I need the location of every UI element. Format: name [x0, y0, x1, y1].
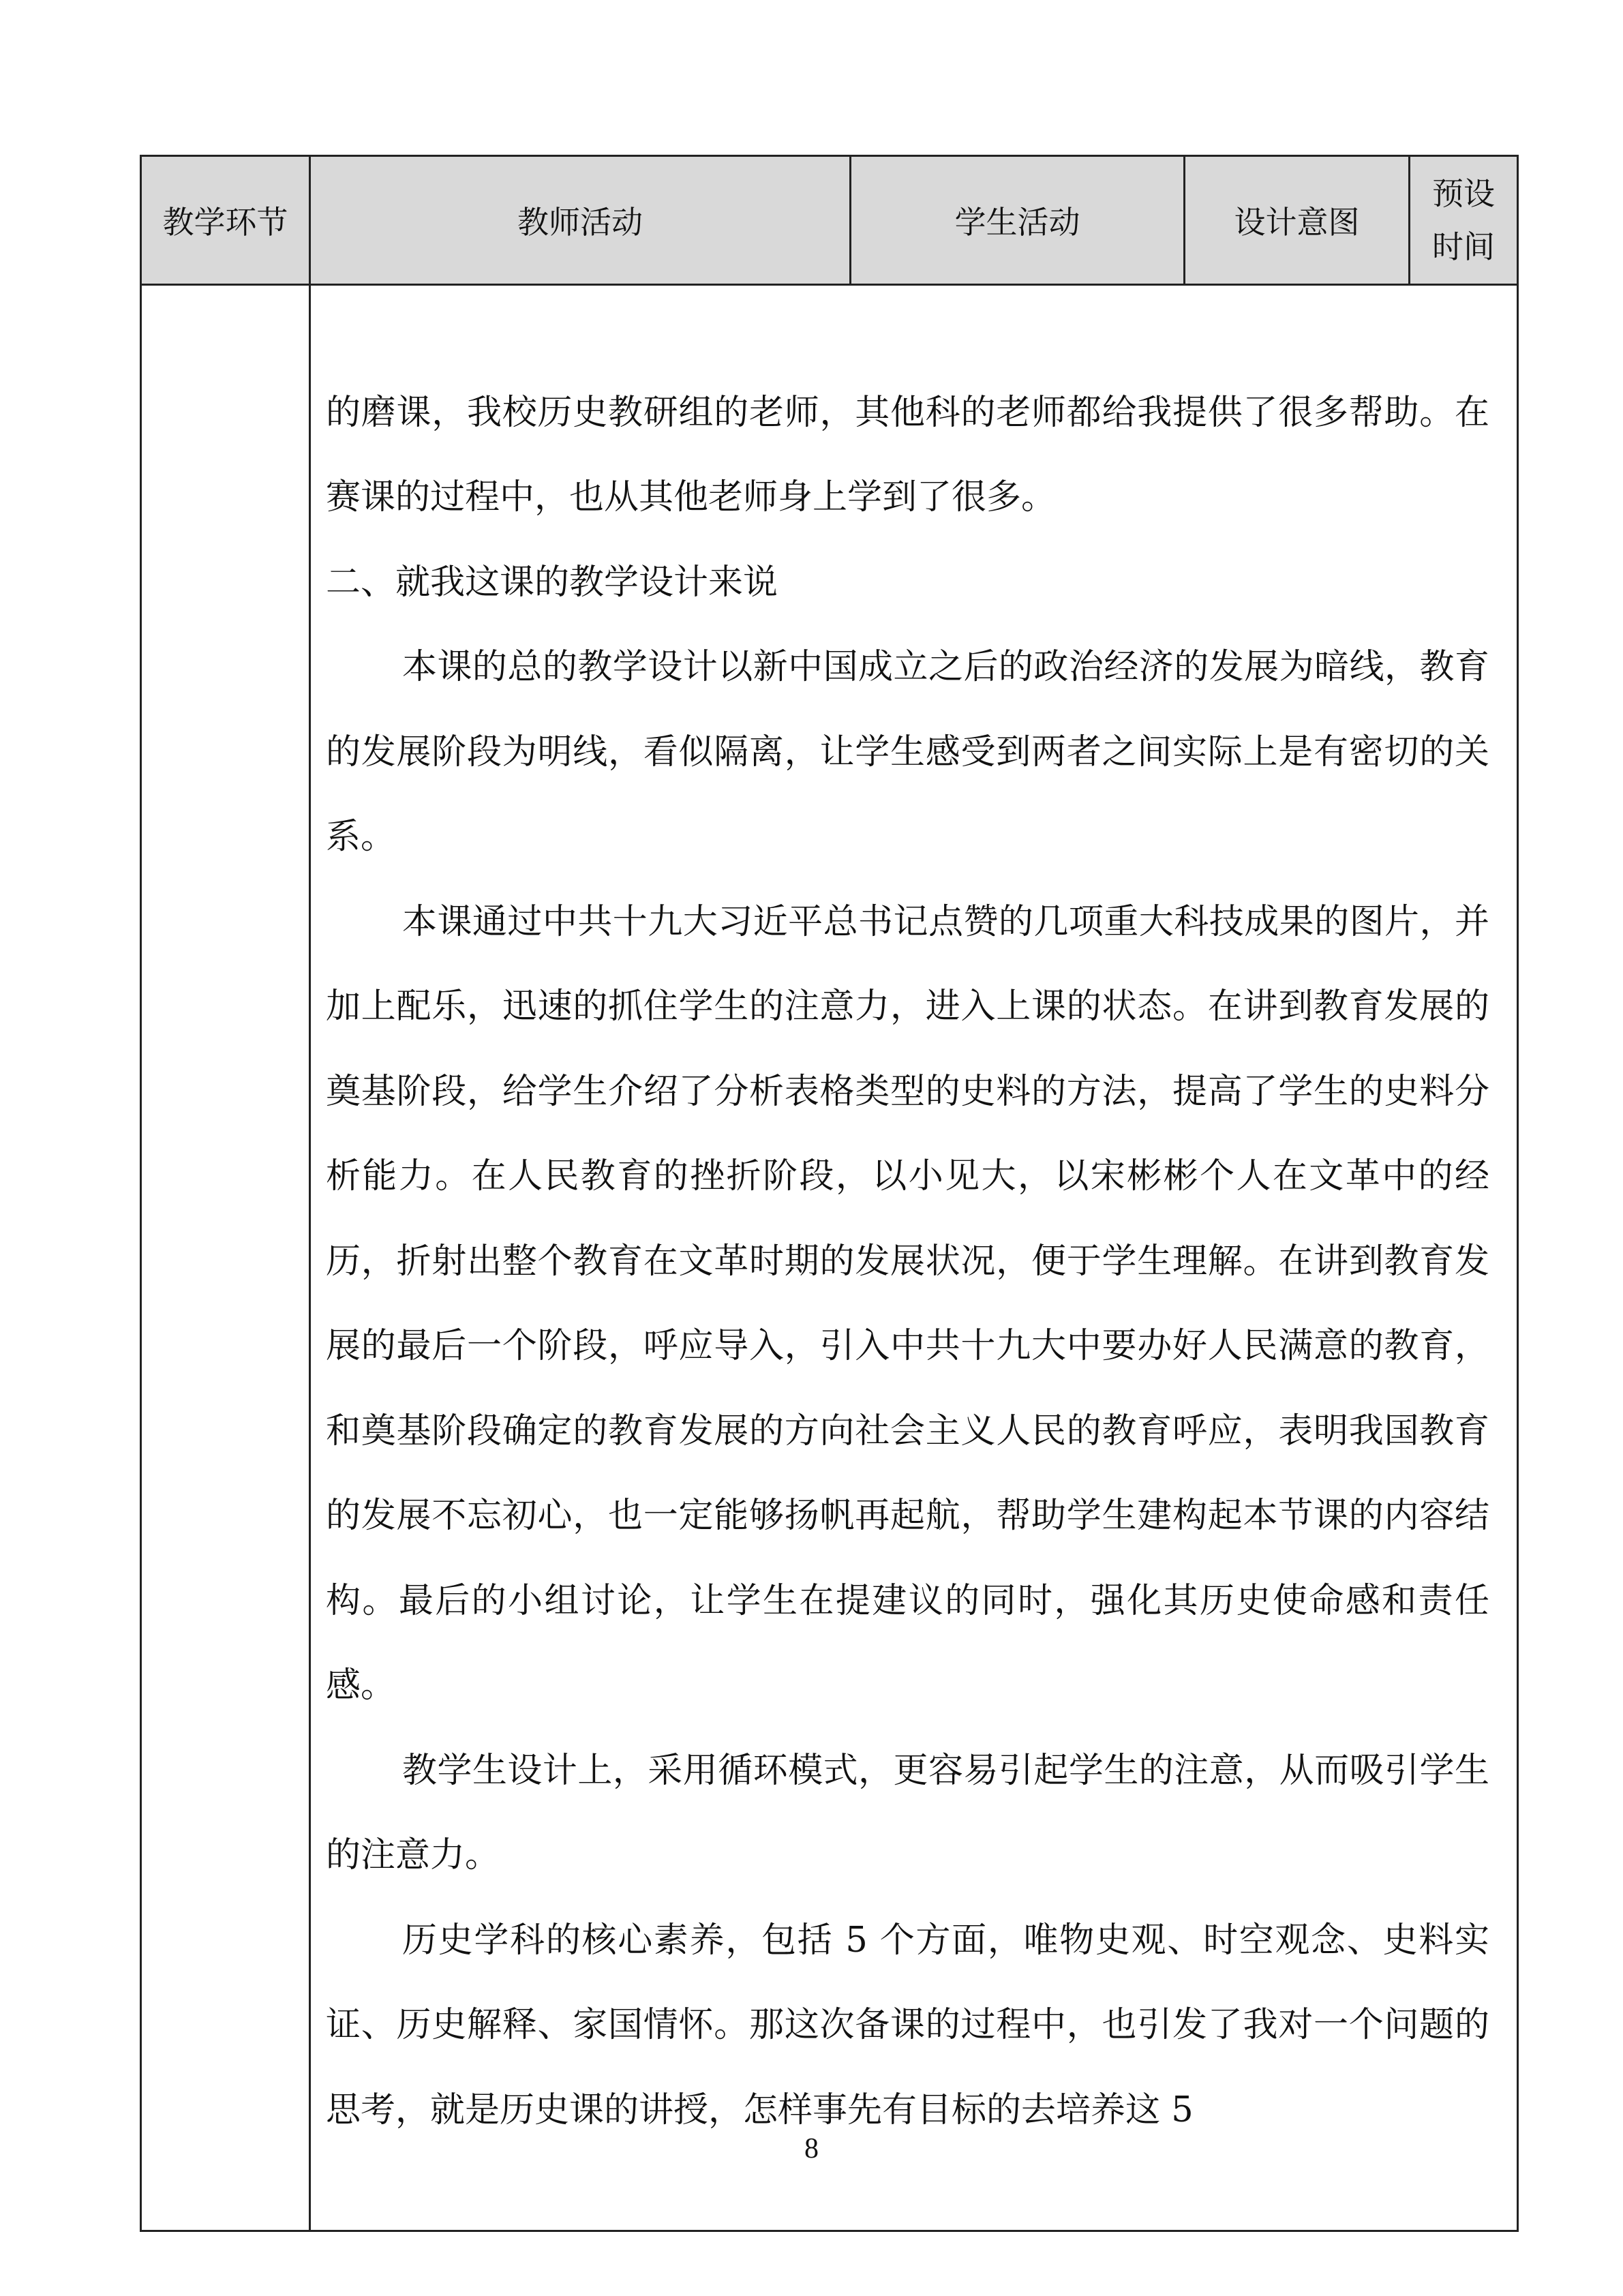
- table-header-row: [141, 156, 1518, 285]
- header-design-intent: 设计意图: [1185, 156, 1410, 285]
- header-student-activity: 学生活动: [851, 156, 1185, 285]
- header-time-line1: 预设: [1432, 175, 1495, 212]
- header-preset-time: [1410, 156, 1518, 285]
- header-teacher-activity: 教师活动: [310, 156, 851, 285]
- paragraph: 的磨课，我校历史教研组的老师，其他科的老师都给我提供了很多帮助。在赛课的过程中，也从其他老师身上学到了很多。: [326, 392, 1489, 518]
- header-section: 教学环节: [141, 156, 310, 285]
- header-time-line2: 时间: [1432, 228, 1495, 265]
- paragraph: 历史学科的核心素养，包括 5 个方面，唯物史观、时空观念、史料实证、历史解释、家国情怀。那这次备课的过程中，也引发了我对一个问题的思考，就是历史课的讲授，怎样事先有目标的去培养这 5: [326, 1920, 1489, 2130]
- paragraph: 本课的总的教学设计以新中国成立之后的政治经济的发展为暗线，教育的发展阶段为明线，看似隔离，让学生感受到两者之间实际上是有密切的关系。: [326, 647, 1489, 858]
- merged-content-cell: [310, 285, 1518, 2231]
- lesson-plan-table: [140, 155, 1519, 2232]
- page-number: 8: [804, 2133, 819, 2164]
- paragraph: 教学生设计上，采用循环模式，更容易引起学生的注意，从而吸引学生的注意力。: [326, 1750, 1489, 1876]
- section-heading: 二、就我这课的教学设计来说: [326, 562, 778, 603]
- paragraph: 本课通过中共十九大习近平总书记点赞的几项重大科技成果的图片，并加上配乐，迅速的抓住学生的注意力，进入上课的状态。在讲到教育发展的奠基阶段，给学生介绍了分析表格类型的史料的方法，提高了学生的史料分析能力。在人民教育的挫折阶段，以小见大，以宋彬彬个人在文革中的经历，折射出整个教育在文革时期的发展状况，便于学生理解。在讲到教育发展的最后一个阶段，呼应导入，引入中共十九大中要办好人民满意的教育，和奠基阶段确定的教育发展的方向社会主义人民的教育呼应，表明我国教育的发展不忘初心，也一定能够扬帆再起航，帮助学生建构起本节课的内容结构。最后的小组讨论，让学生在提建议的同时，强化其历史使命感和责任感。: [326, 901, 1489, 1706]
- table-body-row: [141, 285, 1518, 2231]
- section-cell: [141, 285, 310, 2231]
- reflection-text: [311, 363, 1517, 2154]
